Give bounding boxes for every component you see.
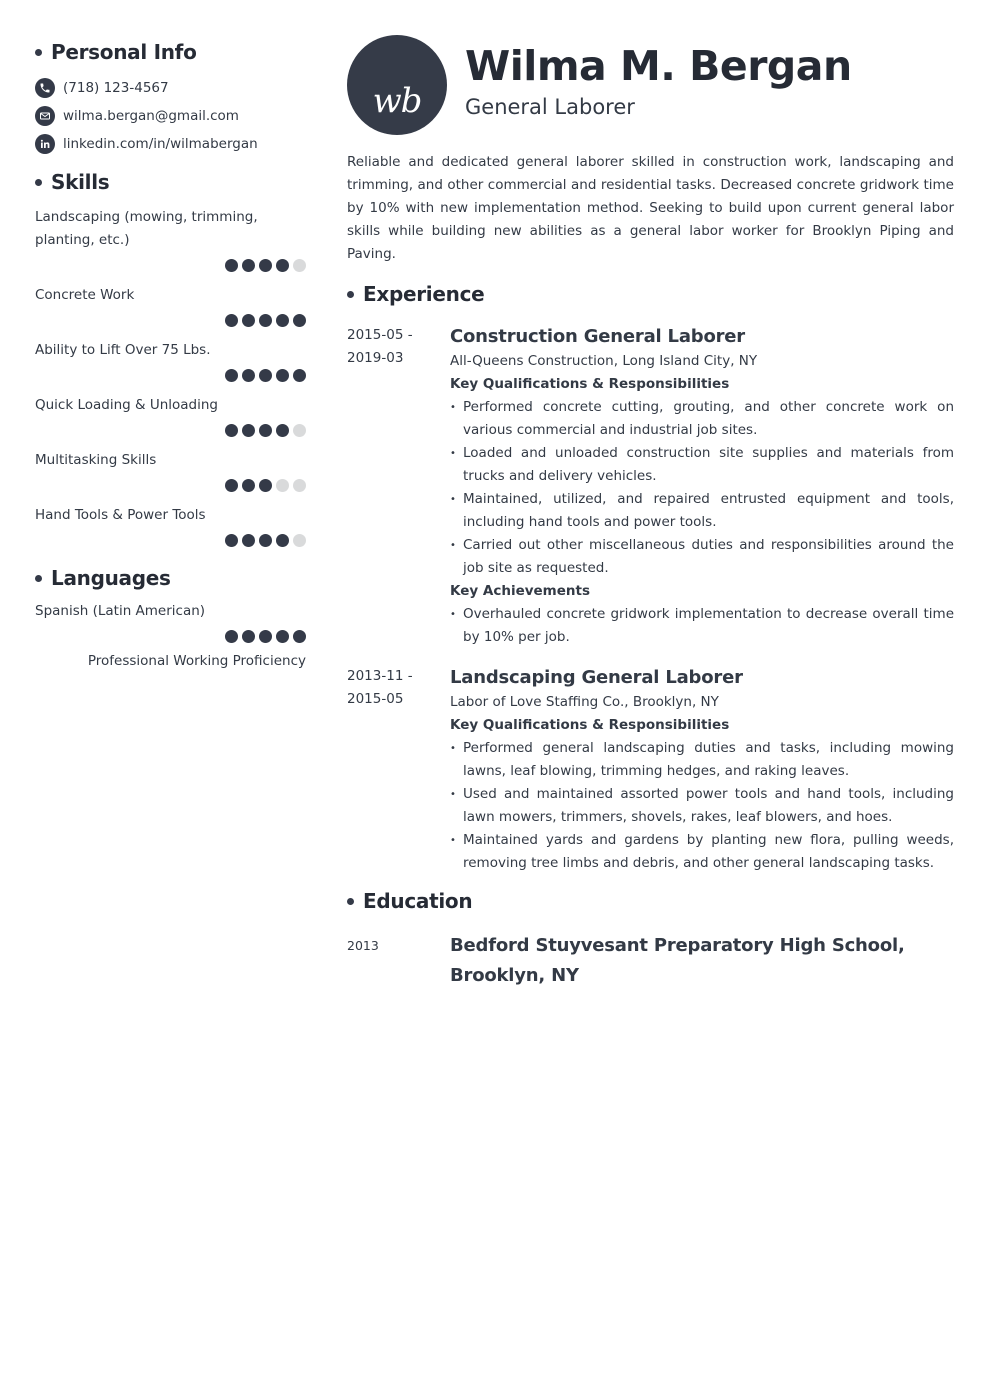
main-content <box>347 35 954 991</box>
bullet-dot-icon <box>347 898 354 905</box>
section-heading-languages <box>35 564 306 592</box>
rating-dot-filled-icon <box>242 630 255 643</box>
full-name <box>465 41 852 91</box>
skill-item <box>35 339 306 383</box>
rating-dot-filled-icon <box>259 534 272 547</box>
entry-body <box>450 324 954 649</box>
achievements-list <box>450 603 954 649</box>
qualifications-heading: Key Qualifications & Responsibilities <box>450 717 730 733</box>
section-heading-label: Languages <box>51 566 171 590</box>
list-item: • Used and maintained assorted power tools and hand tools, including lawn mowers, trimmers, shovels, rakes, leaf blowers, and hoes. <box>450 783 954 829</box>
section-heading-label: Personal Info <box>51 40 197 64</box>
rating-dot-filled-icon <box>276 259 289 272</box>
resume-header <box>347 35 954 135</box>
section-heading-skills <box>35 168 306 196</box>
date-end: 2015-05 <box>347 691 404 707</box>
list-item: • Loaded and unloaded construction site supplies and materials from trucks and delivery vehicles. <box>450 442 954 488</box>
rating-dot-filled-icon <box>259 369 272 382</box>
qualifications-list <box>450 737 954 875</box>
skill-name: Multitasking Skills <box>35 452 157 468</box>
skill-list <box>35 206 306 548</box>
skill-name: Quick Loading & Unloading <box>35 397 219 413</box>
skill-rating <box>35 479 306 493</box>
rating-dot-filled-icon <box>242 314 255 327</box>
personal-info-section <box>35 38 306 158</box>
entry-date <box>347 324 450 649</box>
language-list <box>35 600 306 673</box>
first-name: Wilma M. <box>465 42 676 90</box>
skill-rating <box>35 424 306 438</box>
rating-dot-filled-icon <box>259 424 272 437</box>
rating-dot-filled-icon <box>259 630 272 643</box>
last-name: Bergan <box>689 42 852 90</box>
rating-dot-filled-icon <box>225 479 238 492</box>
list-item: • Overhauled concrete gridwork implementation to decrease overall time by 10% per job. <box>450 603 954 649</box>
experience-entry <box>347 324 954 649</box>
language-rating <box>35 630 306 644</box>
contact-email <box>35 102 306 130</box>
phone-number: (718) 123-4567 <box>63 80 169 96</box>
language-name: Spanish (Latin American) <box>35 603 206 619</box>
education-section <box>347 887 954 991</box>
rating-dot-empty-icon <box>293 479 306 492</box>
name-block <box>465 41 852 121</box>
rating-dot-filled-icon <box>293 314 306 327</box>
rating-dot-filled-icon <box>276 630 289 643</box>
entry-date <box>347 665 450 875</box>
entry-body <box>450 665 954 875</box>
rating-dot-filled-icon <box>293 630 306 643</box>
entry-title: Construction General Laborer <box>450 326 745 347</box>
language-level: Professional Working Proficiency <box>87 653 306 669</box>
rating-dot-filled-icon <box>225 424 238 437</box>
date-start: 2015-05 - <box>347 327 413 343</box>
skill-name: Ability to Lift Over 75 Lbs. <box>35 342 211 358</box>
rating-dot-filled-icon <box>293 369 306 382</box>
entry-company: All-Queens Construction, Long Island City, NY <box>450 353 758 369</box>
section-heading-label: Skills <box>51 170 110 194</box>
skill-name: Hand Tools & Power Tools <box>35 507 206 523</box>
achievements-heading: Key Achievements <box>450 583 591 599</box>
rating-dot-filled-icon <box>242 259 255 272</box>
email-address[interactable]: wilma.bergan@gmail.com <box>63 108 239 124</box>
section-heading-label: Education <box>363 889 473 913</box>
rating-dot-filled-icon <box>225 259 238 272</box>
rating-dot-filled-icon <box>225 314 238 327</box>
skill-name: Landscaping (mowing, trimming, planting, etc.) <box>35 209 258 248</box>
rating-dot-filled-icon <box>242 369 255 382</box>
school-name: Bedford Stuyvesant Preparatory High School, Brooklyn, NY <box>450 935 905 986</box>
sidebar <box>35 38 306 673</box>
skill-item <box>35 284 306 328</box>
skill-rating <box>35 314 306 328</box>
qualifications-list <box>450 396 954 580</box>
skill-rating <box>35 259 306 273</box>
date-start: 2013-11 - <box>347 668 413 684</box>
skill-item <box>35 206 306 273</box>
experience-section <box>347 280 954 875</box>
rating-dot-empty-icon <box>293 259 306 272</box>
skill-rating <box>35 534 306 548</box>
education-entry <box>347 931 954 991</box>
bullet-dot-icon <box>35 49 42 56</box>
email-icon <box>35 106 55 126</box>
section-heading-label: Experience <box>363 282 485 306</box>
qualifications-heading: Key Qualifications & Responsibilities <box>450 376 730 392</box>
rating-dot-empty-icon <box>276 479 289 492</box>
list-item: • Maintained yards and gardens by planting new flora, pulling weeds, removing tree limbs and debris, and other general landscaping tasks. <box>450 829 954 875</box>
section-heading-experience <box>347 280 954 308</box>
date-end: 2019-03 <box>347 350 404 366</box>
rating-dot-filled-icon <box>259 259 272 272</box>
job-title: General Laborer <box>465 95 635 119</box>
skills-section <box>35 168 306 548</box>
entry-date: 2013 <box>347 938 379 953</box>
contact-linkedin <box>35 130 306 158</box>
list-item: • Performed general landscaping duties and tasks, including mowing lawns, leaf blowing, trimming hedges, and raking leaves. <box>450 737 954 783</box>
rating-dot-filled-icon <box>259 314 272 327</box>
phone-icon <box>35 78 55 98</box>
rating-dot-filled-icon <box>225 369 238 382</box>
entry-body <box>450 931 954 991</box>
summary: Reliable and dedicated general laborer skilled in construction work, landscaping and trimming, and other commercial and residential tasks. Decreased concrete gridwork time by 10% with new implementation method. Seeking to build upon current general labor skills while building new abilities as a general labor worker for Brooklyn Piping and Paving. <box>347 154 954 262</box>
rating-dot-filled-icon <box>225 534 238 547</box>
avatar <box>347 35 447 135</box>
linkedin-icon <box>35 134 55 154</box>
list-item: • Performed concrete cutting, grouting, and other concrete work on various commercial and industrial job sites. <box>450 396 954 442</box>
rating-dot-filled-icon <box>242 479 255 492</box>
entry-title: Landscaping General Laborer <box>450 667 743 688</box>
rating-dot-filled-icon <box>276 314 289 327</box>
rating-dot-filled-icon <box>276 369 289 382</box>
languages-section <box>35 564 306 673</box>
contact-phone <box>35 74 306 102</box>
entry-company: Labor of Love Staffing Co., Brooklyn, NY <box>450 694 719 710</box>
section-heading-education <box>347 887 954 915</box>
skill-rating <box>35 369 306 383</box>
skill-name: Concrete Work <box>35 287 135 303</box>
rating-dot-filled-icon <box>242 534 255 547</box>
rating-dot-empty-icon <box>293 424 306 437</box>
rating-dot-filled-icon <box>225 630 238 643</box>
rating-dot-filled-icon <box>276 424 289 437</box>
bullet-dot-icon <box>35 575 42 582</box>
bullet-dot-icon <box>347 291 354 298</box>
linkedin-url[interactable]: linkedin.com/in/wilmabergan <box>63 136 258 152</box>
list-item: • Maintained, utilized, and repaired entrusted equipment and tools, including hand tools and power tools. <box>450 488 954 534</box>
skill-item <box>35 504 306 548</box>
skill-item <box>35 394 306 438</box>
contact-list <box>35 74 306 158</box>
avatar-initials: wb <box>372 81 422 121</box>
rating-dot-empty-icon <box>293 534 306 547</box>
rating-dot-filled-icon <box>276 534 289 547</box>
experience-entry <box>347 665 954 875</box>
skill-item <box>35 449 306 493</box>
rating-dot-filled-icon <box>242 424 255 437</box>
language-item <box>35 600 306 673</box>
section-heading-personal-info <box>35 38 306 66</box>
list-item: • Carried out other miscellaneous duties and responsibilities around the job site as requested. <box>450 534 954 580</box>
rating-dot-filled-icon <box>259 479 272 492</box>
bullet-dot-icon <box>35 179 42 186</box>
